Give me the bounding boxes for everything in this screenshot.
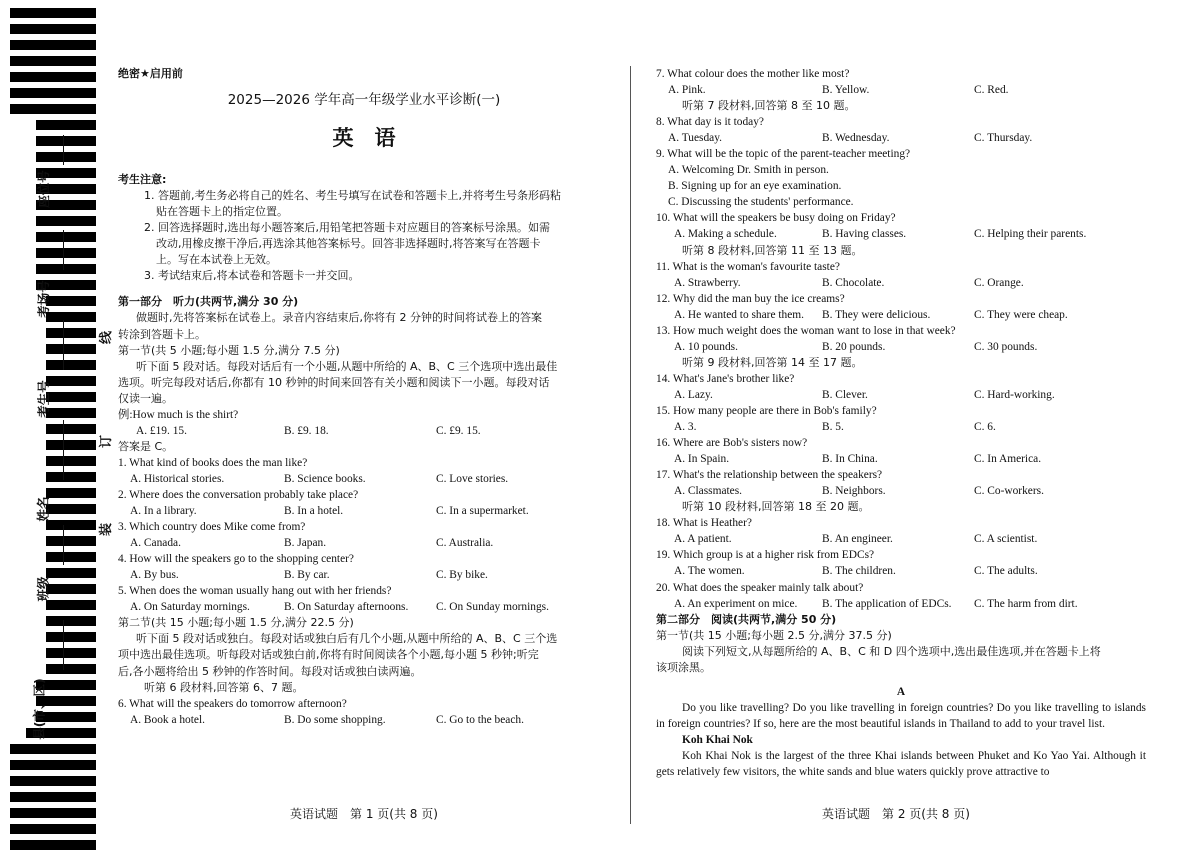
notice-item-2: 2. 回答选择题时,选出每小题答案后,用铅笔把答题卡对应题目的答案标号涂黑。如需 — [144, 221, 550, 235]
material-9: 听第 9 段材料,回答第 14 至 17 题。 — [682, 355, 863, 369]
question-12-options: A. He wanted to share them. B. They were delicious. C. They were cheap. — [674, 308, 1068, 321]
column-divider — [630, 66, 631, 824]
question-10: 10. What will the speakers be busy doing on Friday? — [656, 212, 896, 225]
question-2: 2. Where does the conversation probably take place? — [118, 488, 359, 501]
example-question: 例:How much is the shirt? — [118, 408, 239, 421]
page-1: 绝密★启用前 2025—2026 学年高一年级学业水平诊断(一) 英 语 考生注意: 1. 答题前,考生务必将自己的姓名、考生号填写在试卷和答题卡上,并将考生号条形码粘 贴在答题卡上的指定位置。 2. 回答选择题时,选出每小题答案后,用铅笔把答题卡对应题目的答案标号涂黑。如需 改动,用橡皮擦干净后,再选涂其他答案标号。回答非选择题时,将答案写在答题卡 上。写在本试卷上无效。 3. 考试结束后,将本试卷和答题卡一并交回。 第一部分 听力(共两节,满分 30 分) 做题时,先将答案标在试卷上。录音内容结束后,你将有 2 分钟的时间将试卷上的答案 转涂到答题卡上。 第一节(共 5 小题;每小题 1.5 分,满分 7.5 分) 听下面 5 段对话。每段对话后有一个小题,从题中所给的 A、B、C 三个选项中选出最佳 选项。听完每段对话后,你都有 10 秒钟的时间来回答有关小题和阅读下一小题。每段对话 仅读一遍。 例:How much is the shirt? A. £19. 15. B. £9. 18. C. £9. 15. 答案是 C。 1. What kind of books does the man like? A. Historical stories. B. Science books. C. Love stories. 2. Where does the conversation probably take place? A. In a library. B. In a hotel. C. In a supermarket. 3. Which country does Mike come from? A. Canada. B. Japan. C. Australia. 4. How will the speakers go to the shopping center? A. By bus. B. By car. C. By bike. 5. When does the woman usually hang out with her friends? A. On Saturday mornings. B. On Saturday afternoons. C. On Sunday mornings. 第二节(共 15 小题;每小题 1.5 分,满分 22.5 分) 听下面 5 段对话或独白。每段对话或独白后有几个小题,从题中所给的 A、B、C 三个选 项中选出最佳选项。听每段对话或独白前,你将有时间阅读各个小题,每小题 5 秒钟;听完 后,各小题将给出 5 秒钟的作答时间。每段对话或独白读两遍。 听第 6 段材料,回答第 6、7 题。 6. What will the speakers do tomorrow afternoon? A. Book a hotel. B. Do some shopping. C. Go to the beach. — [118, 66, 610, 728]
passage-subheading: Koh Khai Nok — [682, 733, 753, 746]
question-11: 11. What is the woman's favourite taste? — [656, 260, 840, 273]
notice-item-3: 3. 考试结束后,将本试卷和答题卡一并交回。 — [144, 269, 360, 283]
question-13-options: A. 10 pounds. B. 20 pounds. C. 30 pounds. — [674, 340, 1038, 353]
cut-word-line: 线 — [99, 330, 115, 345]
question-8: 8. What day is it today? — [656, 116, 764, 129]
material-8: 听第 8 段材料,回答第 11 至 13 题。 — [682, 243, 863, 257]
notice-heading: 考生注意: — [118, 173, 167, 187]
page-2: 7. What colour does the mother like most? A. Pink. B. Yellow. C. Red. 听第 7 段材料,回答第 8 至 10 题。 8. What day is it today? A. Tuesday. B. Wednesday. C. Thursday. 9. What will be the topic of the parent-teacher meeting? A. Welcoming Dr. Smith in person. B. Signing up for an eye examination. C. Discussing the students' performance. 10. What will the speakers be busy doing on Friday? A. Making a schedule. B. Having classes. C. Helping their parents. 听第 8 段材料,回答第 11 至 13 题。 11. What is the woman's favourite taste? A. Strawberry. B. Chocolate. C. Orange. 12. Why did the man buy the ice creams? A. He wanted to share them. B. They were delicious. C. They were cheap. 13. How much weight does the woman want to lose in that week? A. 10 pounds. B. 20 pounds. C. 30 pounds. 听第 9 段材料,回答第 14 至 17 题。 14. What's Jane's brother like? A. Lazy. B. Clever. C. Hard-working. 15. How many people are there in Bob's family? A. 3. B. 5. C. 6. 16. Where are Bob's sisters now? A. In Spain. B. In China. C. In America. 17. What's the relationship between the speakers? A. Classmates. B. Neighbors. C. Co-workers. 听第 10 段材料,回答第 18 至 20 题。 18. What is Heather? A. A patient. B. An engineer. C. A scientist. 19. Which group is at a higher risk from EDCs? A. The women. B. The children. C. The adults. 20. What does the speaker mainly talk about? A. An experiment on mice. B. The application of EDCs. C. The harm from dirt. 第二部分 阅读(共两节,满分 50 分) 第一节(共 15 小题;每小题 2.5 分,满分 37.5 分) 阅读下列短文,从每题所给的 A、B、C 和 D 四个选项中,选出最佳选项,并在答题卡上将 该项涂黑。 A Do you like travelling? Do you like travelling in foreign countries? Do you like travelling to islands in foreign countries? If so, here are the most beautiful islands in Thailand to add to your travel list. Koh Khai Nok Koh Khai Nok is the largest of the three Khai islands between Phuket and Ko Yao Yai. Although it gets relatively few visitors, the white sands and blue waters quickly prove attractive to — [656, 66, 1146, 780]
binding-field-class: 班级 — [35, 576, 51, 602]
question-10-options: A. Making a schedule. B. Having classes. C. Helping their parents. — [674, 228, 1087, 241]
question-7-options: A. Pink. B. Yellow. C. Red. — [668, 84, 1009, 97]
page-1-footer: 英语试题 第 1 页(共 8 页) — [290, 807, 438, 821]
part2-heading: 第二部分 阅读(共两节,满分 50 分) — [656, 612, 837, 626]
question-18-options: A. A patient. B. An engineer. C. A scientist. — [674, 533, 1038, 546]
question-3-options: A. Canada. B. Japan. C. Australia. — [130, 537, 494, 550]
question-14: 14. What's Jane's brother like? — [656, 372, 795, 385]
page-2-footer: 英语试题 第 2 页(共 8 页) — [822, 807, 970, 821]
binding-field-id: 考生号 — [35, 380, 51, 418]
question-5-options: A. On Saturday mornings. B. On Saturday afternoons. C. On Sunday mornings. — [130, 601, 549, 614]
question-17: 17. What's the relationship between the speakers? — [656, 469, 883, 482]
question-3: 3. Which country does Mike come from? — [118, 521, 306, 534]
question-11-options: A. Strawberry. B. Chocolate. C. Orange. — [674, 276, 1024, 289]
notice-item-1: 1. 答题前,考生务必将自己的姓名、考生号填写在试卷和答题卡上,并将考生号条形码粘 — [144, 189, 561, 203]
question-18: 18. What is Heather? — [656, 517, 752, 530]
question-20-options: A. An experiment on mice. B. The application of EDCs. C. The harm from dirt. — [674, 597, 1078, 610]
subject-title: 英 语 — [332, 126, 396, 151]
question-16-options: A. In Spain. B. In China. C. In America. — [674, 453, 1042, 466]
example-answer: 答案是 C。 — [118, 439, 174, 453]
part1-heading: 第一部分 听力(共两节,满分 30 分) — [118, 295, 299, 309]
question-13: 13. How much weight does the woman want to lose in that week? — [656, 324, 956, 337]
question-7: 7. What colour does the mother like most? — [656, 68, 850, 80]
passage-paragraph-2: Koh Khai Nok is the largest of the three Khai islands between Phuket and Ko Yao Yai. Although it gets relatively few visitors, the white sands and blue waters quickly prove attractive to — [656, 749, 1146, 779]
exam-title: 2025—2026 学年高一年级学业水平诊断(一) — [227, 92, 501, 109]
binding-field-county: 县(市、区) — [31, 678, 47, 740]
cut-word-bind: 订 — [99, 434, 115, 449]
example-options: A. £19. 15. B. £9. 18. C. £9. 15. — [136, 424, 481, 437]
binding-fields — [20, 0, 115, 868]
question-2-options: A. In a library. B. In a hotel. C. In a supermarket. — [130, 505, 529, 518]
binding-field-seat: 座位号 — [35, 170, 51, 208]
question-19-options: A. The women. B. The children. C. The adults. — [674, 565, 1038, 578]
secret-label: 绝密★启用前 — [118, 67, 183, 80]
question-14-options: A. Lazy. B. Clever. C. Hard-working. — [674, 388, 1055, 401]
question-1: 1. What kind of books does the man like? — [118, 456, 308, 469]
section2-heading: 第二节(共 15 小题;每小题 1.5 分,满分 22.5 分) — [118, 616, 354, 630]
question-4-options: A. By bus. B. By car. C. By bike. — [130, 569, 488, 582]
question-15-options: A. 3. B. 5. C. 6. — [674, 421, 996, 434]
question-9: 9. What will be the topic of the parent-teacher meeting? — [656, 148, 911, 161]
question-5: 5. When does the woman usually hang out with her friends? — [118, 585, 392, 598]
question-6-options: A. Book a hotel. B. Do some shopping. C. Go to the beach. — [130, 713, 524, 726]
material-7: 听第 7 段材料,回答第 8 至 10 题。 — [682, 99, 856, 113]
section1-heading: 第一节(共 5 小题;每小题 1.5 分,满分 7.5 分) — [118, 343, 340, 357]
material-6: 听第 6 段材料,回答第 6、7 题。 — [144, 680, 304, 694]
question-17-options: A. Classmates. B. Neighbors. C. Co-workers. — [674, 485, 1044, 498]
question-12: 12. Why did the man buy the ice creams? — [656, 292, 845, 305]
binding-field-name: 姓名 — [35, 496, 51, 522]
question-4: 4. How will the speakers go to the shopping center? — [118, 553, 354, 566]
reading-section1-heading: 第一节(共 15 小题;每小题 2.5 分,满分 37.5 分) — [656, 628, 892, 642]
question-8-options: A. Tuesday. B. Wednesday. C. Thursday. — [668, 132, 1033, 145]
question-16: 16. Where are Bob's sisters now? — [656, 437, 808, 450]
question-15: 15. How many people are there in Bob's family? — [656, 404, 877, 417]
material-10: 听第 10 段材料,回答第 18 至 20 题。 — [682, 500, 870, 514]
passage-paragraph-1: Do you like travelling? Do you like travelling in foreign countries? Do you like travelling to islands in foreign countries? If so, here are the most beautiful islands in Thailand to add to your travel list. — [656, 701, 1146, 730]
cut-word-mount: 装 — [99, 522, 115, 537]
question-19: 19. Which group is at a higher risk from EDCs? — [656, 549, 875, 562]
question-1-options: A. Historical stories. B. Science books. C. Love stories. — [130, 472, 509, 485]
passage-label: A — [896, 685, 906, 698]
question-6: 6. What will the speakers do tomorrow afternoon? — [118, 697, 347, 710]
binding-field-room: 考场号 — [35, 280, 51, 318]
question-20: 20. What does the speaker mainly talk about? — [656, 581, 864, 594]
